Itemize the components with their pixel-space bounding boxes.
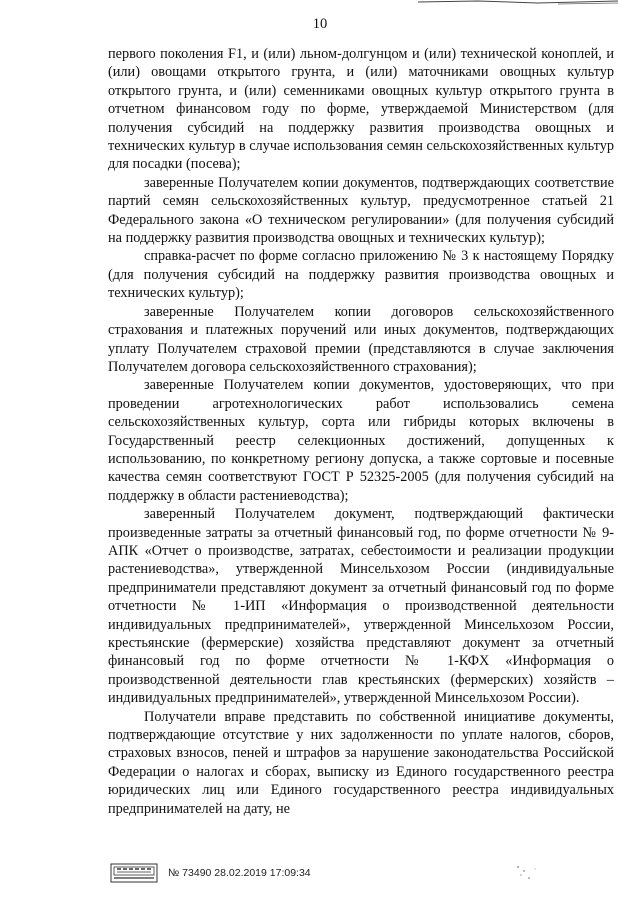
scan-artifact: [418, 0, 618, 8]
document-body: [108, 45, 614, 818]
paragraph-calculation-form: справка-расчет по форме согласно приложению № 3 к настоящему Порядку (для получения субсидий на поддержку развития производства овощных и технических культур);: [108, 248, 614, 302]
paragraph-actual-costs: заверенный Получателем документ, подтверждающий фактически произведенные затраты за отчетный финансовый год, по форме отчетности № 9-АПК «Отчет о производстве, затратах, себестоимости и реализации продукции растениеводства», утвержденной Минсельхозом России (индивидуальные предприниматели представляют документ за отчетный финансовый год по форме отчетности № 1-ИП «Информация о производственной деятельности индивидуальных предпринимателей», утвержденной Минсельхозом России, крестьянские (фермерские) хозяйства представляют документ за отчетный финансовый год по форме отчетности № 1-КФХ «Информация о производственной деятельности глав крестьянских (фермерских) хозяйств – индивидуальных предпринимателей», утвержденной Минсельхозом России).: [108, 506, 614, 707]
scan-speck: [515, 863, 545, 883]
footer: [110, 862, 311, 884]
paragraph-seed-certificates: заверенные Получателем копии документов, подтверждающих соответствие партий семян сельскохозяйственных культур, предусмотренное статьей 21 Федерального закона «О техническом регулировании» (для получения субсидий на поддержку развития производства овощных и технических культур);: [108, 174, 614, 247]
paragraph-continuation: первого поколения F1, и (или) льном-долгунцом и (или) технической коноплей, и (или) овощами открытого грунта, и (или) маточниками овощных культур открытого грунта, и (или) семенниками овощных культур открытого грунта в отчетном финансовом году по форме, утверждаемой Министерством (для получения субсидий на поддержку развития производства овощных и технических культур в случае использования семян сельскохозяйственных культур для посадки (посева);: [108, 46, 614, 173]
paragraph-agrotechnical-documents: заверенные Получателем копии документов, удостоверяющих, что при проведении агротехнологических работ использовались семена сельскохозяйственных культур, сорта или гибриды которых включены в Государственный реестр селекционных достижений, допущенных к использованию, по конкретному региону допуска, а также сортовые и посевные качества семян соответствуют ГОСТ Р 52325-2005 (для получения субсидий на поддержку в области растениеводства);: [108, 377, 614, 504]
document-registration-id: № 73490 28.02.2019 17:09:34: [168, 867, 311, 879]
paragraph-insurance-contracts: заверенные Получателем копии договоров сельскохозяйственного страхования и платежных поручений или иных документов, подтверждающих уплату Получателем страховой премии (представляются в случае заключения Получателем договора сельскохозяйственного страхования);: [108, 303, 614, 375]
paragraph-recipients-right: Получатели вправе представить по собственной инициативе документы, подтверждающие отсутствие у них задолженности по уплате налогов, сборов, страховых взносов, пеней и штрафов за нарушение законодательства Российской Федерации о налогах и сборах, выписку из Единого государственного реестра юридических лиц или Единого государственного реестра индивидуальных предпринимателей на дату, не: [108, 708, 614, 817]
page-number: 10: [312, 16, 328, 32]
document-stamp-icon: [110, 863, 158, 883]
